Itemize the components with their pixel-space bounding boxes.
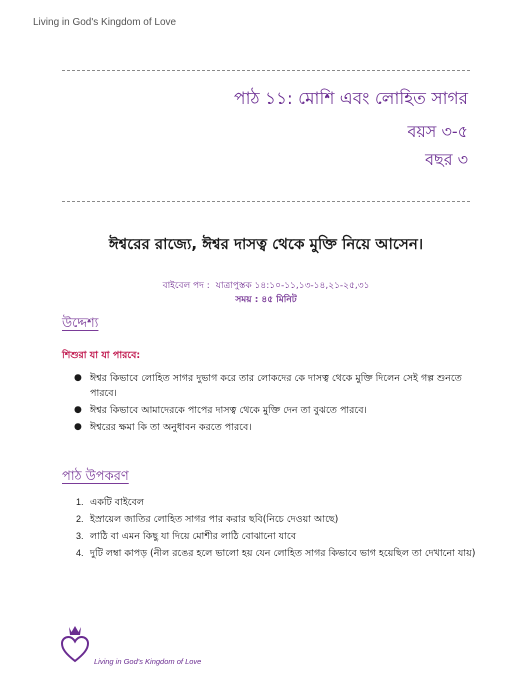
page-footer: Living in God's Kingdom of Love <box>94 657 202 666</box>
list-item: 4. দুটি লম্বা কাপড় (নীল রঙের হলে ভালো হয় যেন লোহিত সাগর কিভাবে ভাগ হয়েছিল তা দেখানো যায়) <box>76 548 476 559</box>
lesson-year: বছর ৩ <box>425 150 468 169</box>
bullet-icon: ● <box>74 373 82 383</box>
bullet-icon: ● <box>74 422 82 432</box>
title-divider <box>62 201 470 202</box>
top-divider <box>62 70 470 71</box>
materials-list <box>62 495 482 563</box>
list-item: 3. লাঠি বা এমন কিছু যা দিয়ে মোশীর লাঠি বোঝানো যাবে <box>76 531 296 542</box>
bible-verse-label: বাইবেল পদ : <box>162 281 210 291</box>
list-item: ● ঈশ্বর কিভাবে লোহিত সাগর দুভাগ করে তার লোকদের কে দাসত্ব থেকে মুক্তি দিলেন সেই গল্প শুনতে পারবে। <box>74 373 462 399</box>
main-theme: ঈশ্বরের রাজ্যে, ঈশ্বর দাসত্ব থেকে মুক্তি নিয়ে আসেন। <box>108 235 424 253</box>
list-item: 2. ইস্রায়েল জাতির লোহিত সাগর পার করার ছবি(নিচে দেওয়া আছে) <box>76 514 339 525</box>
page-header: Living in God's Kingdom of Love <box>33 17 177 28</box>
lesson-title: পাঠ ১১: মোশি এবং লোহিত সাগর <box>234 89 468 109</box>
list-item: 1. একটি বাইবেল <box>76 497 144 508</box>
kids-can-label: শিশুরা যা যা পারবে: <box>62 350 141 361</box>
bible-verse-line <box>0 278 532 293</box>
list-item: ● ঈশ্বরের ক্ষমা কি তা অনুধাবন করতে পারবে। <box>74 422 252 433</box>
age-range: বয়স ৩-৫ <box>407 122 468 141</box>
objective-heading: উদ্দেশ্য <box>62 316 99 331</box>
materials-heading: পাঠ উপকরণ <box>62 469 129 484</box>
lesson-time: সময় : ৪৫ মিনিট <box>235 295 297 305</box>
bullet-icon: ● <box>74 405 82 415</box>
bible-verse-reference: যাত্রাপুস্তক ১৪:১০-১১,১৩-১৪,২১-২৫,৩১ <box>215 281 370 291</box>
crown-heart-logo-icon <box>60 624 90 666</box>
objective-list <box>62 371 482 437</box>
list-item: ● ঈশ্বর কিভাবে আমাদেরকে পাপের দাসত্ব থেকে মুক্তি দেন তা বুঝতে পারবে। <box>74 405 367 416</box>
